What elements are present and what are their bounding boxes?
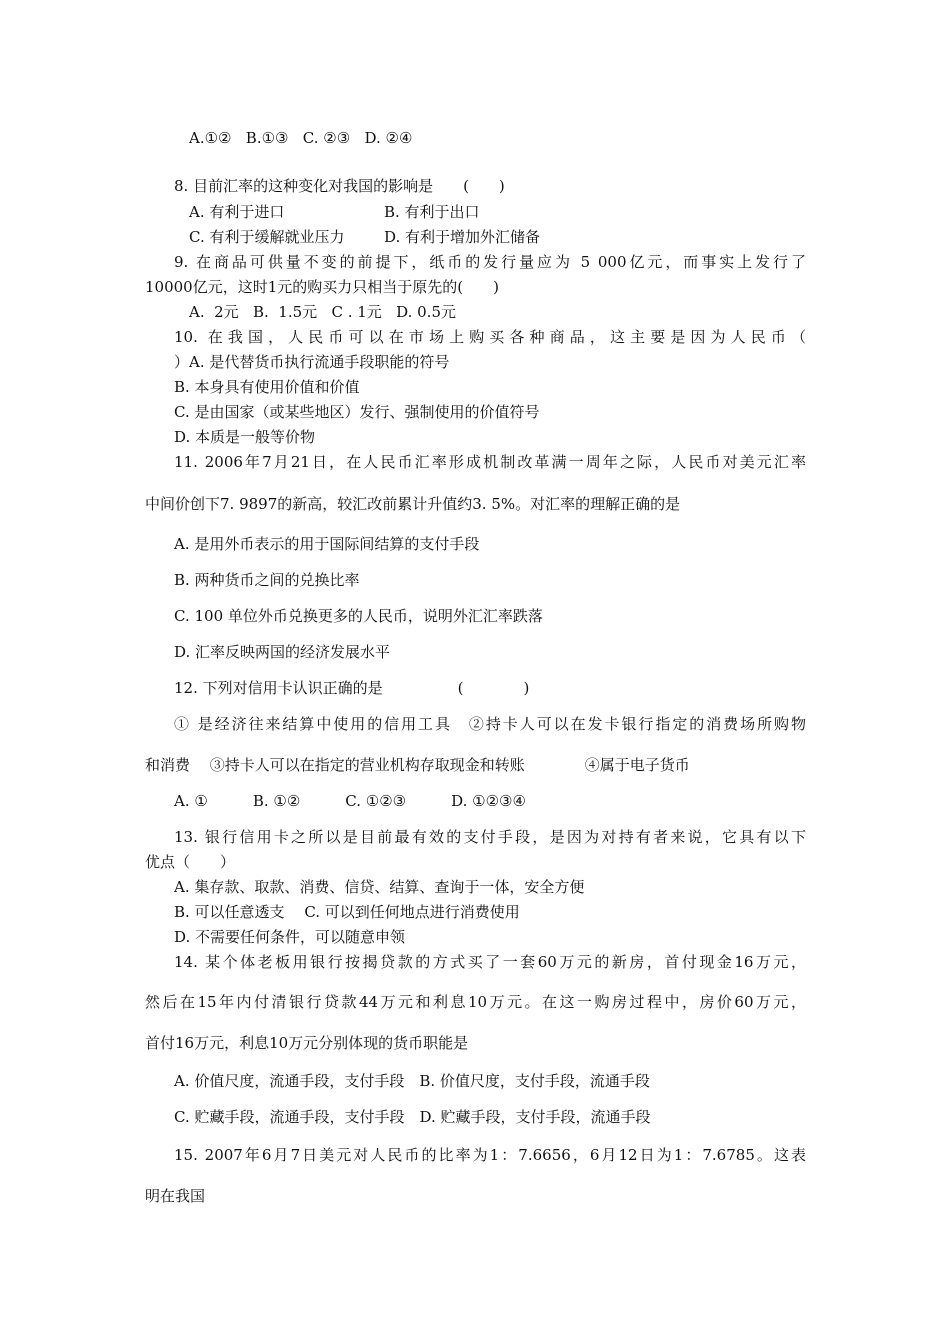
q14-stem-line1: 14. 某个体老板用银行按揭贷款的方式买了一套60万元的新房，首付现金16万元， — [174, 953, 806, 971]
q10-stem-line2: ）A. 是代替货币执行流通手段职能的符号 — [174, 353, 450, 371]
q13-option-d: D. 不需要任何条件，可以随意申领 — [174, 928, 406, 946]
q11-option-d: D. 汇率反映两国的经济发展水平 — [174, 643, 391, 661]
q8-option-a: A. 有利于进口 — [189, 203, 285, 221]
q10-option-d: D. 本质是一般等价物 — [174, 428, 316, 446]
q9-stem-line1: 9. 在商品可供量不变的前提下，纸币的发行量应为 5 000亿元，而事实上发行了 — [174, 253, 806, 271]
q12-stem: 12. 下列对信用卡认识正确的是 ( ) — [174, 679, 530, 697]
q14-options-ab: A. 价值尺度，流通手段，支付手段 B. 价值尺度，支付手段，流通手段 — [174, 1072, 650, 1090]
q10-option-c: C. 是由国家（或某些地区）发行、强制使用的价值符号 — [174, 403, 540, 421]
q14-stem-line2: 然后在15年内付清银行贷款44万元和利息10万元。在这一购房过程中，房价60万元， — [145, 993, 806, 1011]
q9-options: A. 2元 B. 1.5元 C . 1元 D. 0.5元 — [189, 303, 456, 321]
q13-stem-line2: 优点（ ） — [145, 853, 236, 871]
q10-option-b: B. 本身具有使用价值和价值 — [174, 378, 360, 396]
q14-options-cd: C. 贮藏手段，流通手段，支付手段 D. 贮藏手段，支付手段，流通手段 — [174, 1108, 651, 1126]
q8-option-d: D. 有利于增加外汇储备 — [384, 228, 541, 246]
q12-items-line2: 和消费 ③持卡人可以在指定的营业机构存取现金和转账 ④属于电子货币 — [145, 756, 690, 774]
q8-option-b: B. 有利于出口 — [384, 203, 480, 221]
q15-stem-line2: 明在我国 — [145, 1187, 206, 1205]
q13-stem-line1: 13. 银行信用卡之所以是目前最有效的支付手段，是因为对持有者来说，它具有以下 — [174, 828, 806, 846]
q11-stem-line2: 中间价创下7. 9897的新高，较汇改前累计升值约3. 5%。对汇率的理解正确的是 — [145, 495, 681, 513]
q12-options: A. ① B. ①② C. ①②③ D. ①②③④ — [174, 792, 526, 810]
q15-stem-line1: 15. 2007年6月7日美元对人民币的比率为1：7.6656，6月12日为1：7.6785。这表 — [174, 1146, 806, 1164]
q10-stem-line1: 10. 在我国，人民币可以在市场上购买各种商品，这主要是因为人民币（ — [174, 328, 806, 346]
q11-option-b: B. 两种货币之间的兑换比率 — [174, 571, 360, 589]
q9-stem-line2: 10000亿元，这时1元的购买力只相当于原先的( ) — [145, 278, 499, 296]
q13-option-bc: B. 可以任意透支 C. 可以到任何地点进行消费使用 — [174, 903, 520, 921]
q11-option-a: A. 是用外币表示的用于国际间结算的支付手段 — [174, 535, 480, 553]
q11-stem-line1: 11. 2006年7月21日，在人民币汇率形成机制改革满一周年之际，人民币对美元汇率 — [174, 453, 806, 471]
q8-option-c: C. 有利于缓解就业压力 — [189, 228, 345, 246]
q11-option-c: C. 100 单位外币兑换更多的人民币，说明外汇汇率跌落 — [174, 607, 543, 625]
q7-options: A.①② B.①③ C. ②③ D. ②④ — [189, 129, 413, 147]
q13-option-a: A. 集存款、取款、消费、信贷、结算、查询于一体，安全方便 — [174, 878, 585, 896]
q8-stem: 8. 目前汇率的这种变化对我国的影响是 ( ) — [174, 177, 505, 195]
q14-stem-line3: 首付16万元，利息10万元分别体现的货币职能是 — [145, 1034, 469, 1052]
q12-items-line1: ① 是经济往来结算中使用的信用工具 ②持卡人可以在发卡银行指定的消费场所购物 — [174, 715, 806, 733]
